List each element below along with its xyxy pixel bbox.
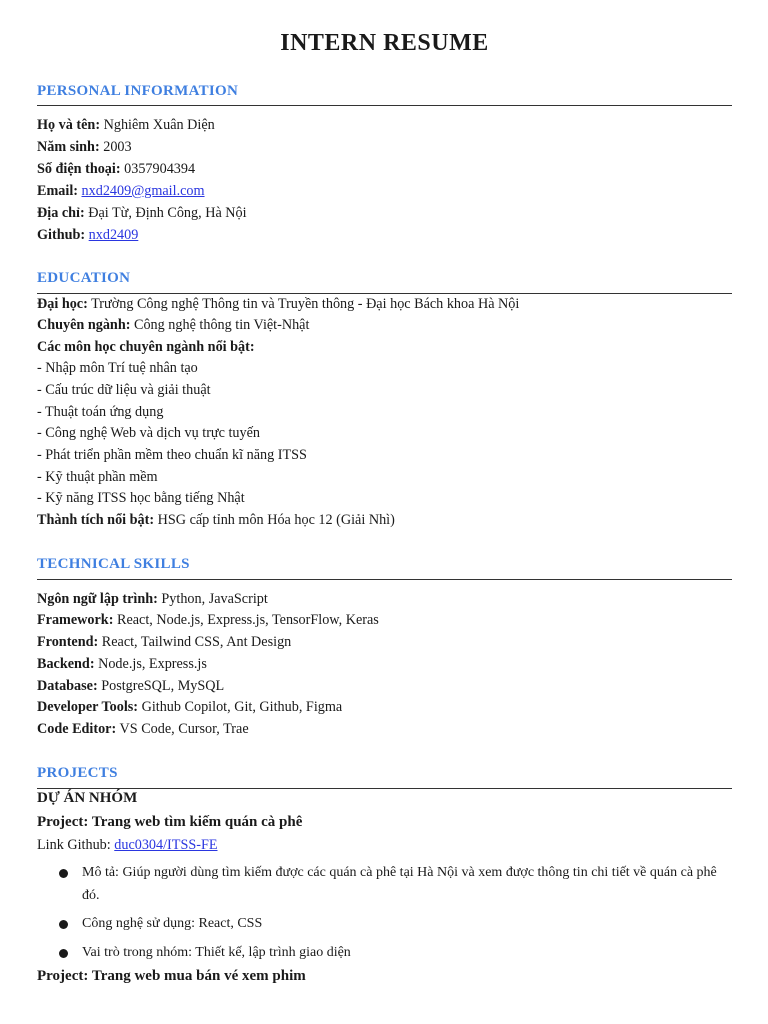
bullet-text: Mô tả: Giúp người dùng tìm kiếm được các quán cà phê tại Hà Nội và xem được thông tin chi tiết về quán cà phê đó.: [82, 865, 717, 903]
email-link[interactable]: nxd2409@gmail.com: [81, 183, 205, 199]
skill-label: Code Editor:: [37, 721, 117, 737]
skill-label: Database:: [37, 678, 98, 694]
skill-value: Python, JavaScript: [161, 591, 268, 607]
skill-label: Frontend:: [37, 634, 99, 650]
field-label: Địa chỉ:: [37, 205, 85, 221]
section-heading-projects: PROJECTS: [37, 765, 118, 781]
personal-address-row: [37, 205, 247, 222]
field-label: Họ và tên:: [37, 117, 101, 133]
field-label: Năm sinh:: [37, 139, 100, 155]
section-divider: [37, 105, 732, 106]
skill-label: Backend:: [37, 656, 95, 672]
course-item: - Phát triển phần mềm theo chuẩn kĩ năng ITSS: [37, 447, 307, 463]
project-link-row: [37, 837, 218, 854]
personal-name-row: [37, 117, 215, 134]
personal-birth-row: [37, 139, 132, 156]
field-label: Các môn học chuyên ngành nổi bật:: [37, 339, 255, 355]
field-label: Chuyên ngành:: [37, 317, 131, 333]
field-label: Thành tích nổi bật:: [37, 512, 155, 528]
skill-label: Ngôn ngữ lập trình:: [37, 591, 158, 607]
page-title: INTERN RESUME: [280, 30, 489, 56]
education-achievement-row: [37, 512, 395, 529]
field-label: Số điện thoại:: [37, 161, 121, 177]
bullet-text: Công nghệ sử dụng: React, CSS: [82, 916, 263, 931]
achievement-value: HSG cấp tỉnh môn Hóa học 12 (Giải Nhì): [157, 512, 395, 528]
skill-row: [37, 699, 342, 716]
education-courses-label: [37, 339, 255, 356]
address-value: Đại Từ, Định Công, Hà Nội: [88, 205, 247, 221]
section-heading-skills: TECHNICAL SKILLS: [37, 556, 190, 572]
personal-github-row: [37, 227, 138, 244]
skill-row: [37, 634, 291, 651]
skill-value: VS Code, Cursor, Trae: [119, 721, 249, 737]
course-item: - Thuật toán ứng dụng: [37, 404, 164, 420]
project-title: Project: Trang web tìm kiếm quán cà phê: [37, 814, 303, 830]
field-label: Link Github:: [37, 837, 111, 853]
field-label: Email:: [37, 183, 78, 199]
bullet-icon: [59, 869, 68, 878]
skill-row: [37, 678, 224, 695]
skill-row: [37, 591, 268, 608]
personal-phone-row: [37, 161, 195, 178]
skill-label: Developer Tools:: [37, 699, 139, 715]
skill-row: [37, 656, 207, 673]
university-value: Trường Công nghệ Thông tin và Truyền thông - Đại học Bách khoa Hà Nội: [91, 296, 520, 312]
education-university-row: [37, 296, 519, 313]
section-heading-education: EDUCATION: [37, 270, 131, 286]
field-label: Github:: [37, 227, 86, 243]
bullet-icon: [59, 949, 68, 958]
personal-email-row: [37, 183, 205, 200]
bullet-text: Vai trò trong nhóm: Thiết kế, lập trình giao diện: [82, 945, 351, 960]
project-github-link[interactable]: duc0304/ITSS-FE: [114, 837, 218, 853]
course-item: - Công nghệ Web và dịch vụ trực tuyến: [37, 425, 260, 441]
field-label: Đại học:: [37, 296, 88, 312]
skill-value: React, Node.js, Express.js, TensorFlow, Keras: [116, 612, 379, 628]
course-item: - Kỹ năng ITSS học bằng tiếng Nhật: [37, 490, 245, 506]
course-item: - Cấu trúc dữ liệu và giải thuật: [37, 382, 211, 398]
skill-value: React, Tailwind CSS, Ant Design: [101, 634, 292, 650]
project-title: Project: Trang web mua bán vé xem phim: [37, 968, 306, 984]
project-bullet: [59, 861, 732, 907]
education-major-row: [37, 317, 309, 334]
section-divider: [37, 579, 732, 580]
course-item: - Nhập môn Trí tuệ nhân tạo: [37, 360, 198, 376]
skill-value: Github Copilot, Git, Github, Figma: [141, 699, 343, 715]
birth-year-value: 2003: [103, 139, 132, 155]
skill-row: [37, 612, 379, 629]
section-divider: [37, 788, 732, 789]
skill-value: PostgreSQL, MySQL: [101, 678, 225, 694]
skill-label: Framework:: [37, 612, 114, 628]
major-value: Công nghệ thông tin Việt-Nhật: [134, 317, 310, 333]
project-group-heading: DỰ ÁN NHÓM: [37, 790, 138, 806]
bullet-icon: [59, 920, 68, 929]
skill-value: Node.js, Express.js: [98, 656, 207, 672]
phone-value: 0357904394: [124, 161, 196, 177]
skill-row: [37, 721, 249, 738]
course-item: - Kỹ thuật phần mềm: [37, 469, 158, 485]
section-divider: [37, 293, 732, 294]
github-link[interactable]: nxd2409: [88, 227, 139, 243]
section-heading-personal: PERSONAL INFORMATION: [37, 83, 239, 99]
name-value: Nghiêm Xuân Diện: [103, 117, 215, 133]
